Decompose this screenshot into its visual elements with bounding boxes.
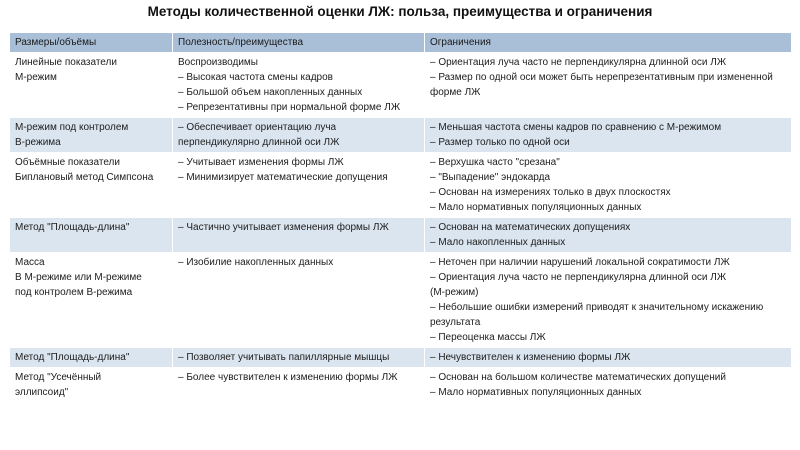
cell-line: – Нечувствителен к изменению формы ЛЖ bbox=[430, 352, 631, 363]
benefits-cell bbox=[173, 118, 425, 153]
cell-line: – Высокая частота смены кадров bbox=[178, 72, 333, 83]
table-row bbox=[10, 118, 792, 153]
cell-line: – Мало накопленных данных bbox=[430, 237, 566, 248]
cell-line: Линейные показатели bbox=[15, 57, 117, 68]
cell-line: (М-режим) bbox=[430, 287, 479, 298]
table-row bbox=[10, 153, 792, 218]
table-body bbox=[10, 53, 792, 403]
methods-table bbox=[9, 32, 792, 403]
limits-cell bbox=[425, 218, 792, 253]
page-title: Методы количественной оценки ЛЖ: польза, преимущества и ограничения bbox=[147, 4, 653, 19]
cell-line: – Обеспечивает ориентацию луча bbox=[178, 122, 337, 133]
cell-line: Метод "Площадь-длина" bbox=[15, 222, 130, 233]
cell-line: В-режима bbox=[15, 137, 61, 148]
benefits-cell bbox=[173, 53, 425, 118]
cell-line: – Частично учитывает изменения формы ЛЖ bbox=[178, 222, 389, 233]
cell-line: – Неточен при наличии нарушений локальной сократимости ЛЖ bbox=[430, 257, 730, 268]
method-cell bbox=[10, 153, 173, 218]
cell-line: – Основан на математических допущениях bbox=[430, 222, 631, 233]
cell-line: М-режим под контролем bbox=[15, 122, 129, 133]
cell-line: – Мало нормативных популяционных данных bbox=[430, 387, 642, 398]
cell-line: – Верхушка часто "срезана" bbox=[430, 157, 560, 168]
cell-line: – Переоценка массы ЛЖ bbox=[430, 332, 546, 343]
method-cell bbox=[10, 53, 173, 118]
cell-line: перпендикулярно длинной оси ЛЖ bbox=[178, 137, 340, 148]
cell-line: В М-режиме или М-режиме bbox=[15, 272, 142, 283]
cell-line: Метод "Усечённый bbox=[15, 372, 102, 383]
method-cell bbox=[10, 253, 173, 348]
cell-line: – Позволяет учитывать папиллярные мышцы bbox=[178, 352, 390, 363]
method-cell bbox=[10, 218, 173, 253]
cell-line: – Минимизирует математические допущения bbox=[178, 172, 388, 183]
cell-line: Воспроизводимы bbox=[178, 57, 258, 68]
table-row bbox=[10, 253, 792, 348]
cell-line: – Учитывает изменения формы ЛЖ bbox=[178, 157, 344, 168]
header-limits: Ограничения bbox=[425, 33, 792, 53]
cell-line: форме ЛЖ bbox=[430, 87, 481, 98]
header-sizes: Размеры/объёмы bbox=[10, 33, 173, 53]
cell-line: – Более чувствителен к изменению формы ЛЖ bbox=[178, 372, 398, 383]
cell-line: – Небольшие ошибки измерений приводят к значительному искажению bbox=[430, 302, 764, 313]
cell-line: – Большой объем накопленных данных bbox=[178, 87, 363, 98]
cell-line: Биплановый метод Симпсона bbox=[15, 172, 154, 183]
cell-line: – Меньшая частота смены кадров по сравнению с М-режимом bbox=[430, 122, 722, 133]
cell-line: эллипсоид" bbox=[15, 387, 69, 398]
table-header-row bbox=[10, 33, 792, 53]
cell-line: М-режим bbox=[15, 72, 57, 83]
benefits-cell bbox=[173, 348, 425, 368]
method-cell bbox=[10, 118, 173, 153]
table-row bbox=[10, 218, 792, 253]
benefits-cell bbox=[173, 368, 425, 403]
benefits-cell bbox=[173, 153, 425, 218]
benefits-cell bbox=[173, 218, 425, 253]
cell-line: – "Выпадение" эндокарда bbox=[430, 172, 551, 183]
cell-line: – Размер по одной оси может быть нерепрезентативным при измененной bbox=[430, 72, 773, 83]
cell-line: Объёмные показатели bbox=[15, 157, 120, 168]
cell-line: – Размер только по одной оси bbox=[430, 137, 570, 148]
cell-line: результата bbox=[430, 317, 481, 328]
table-row bbox=[10, 368, 792, 403]
limits-cell bbox=[425, 153, 792, 218]
cell-line: под контролем В-режима bbox=[15, 287, 133, 298]
cell-line: – Репрезентативны при нормальной форме ЛЖ bbox=[178, 102, 401, 113]
method-cell bbox=[10, 348, 173, 368]
cell-line: – Изобилие накопленных данных bbox=[178, 257, 334, 268]
cell-line: Масса bbox=[15, 257, 45, 268]
cell-line: – Основан на большом количестве математических допущений bbox=[430, 372, 726, 383]
header-benefits: Полезность/преимущества bbox=[173, 33, 425, 53]
table-row bbox=[10, 348, 792, 368]
limits-cell bbox=[425, 53, 792, 118]
cell-line: – Основан на измерениях только в двух плоскостях bbox=[430, 187, 671, 198]
method-cell bbox=[10, 368, 173, 403]
limits-cell bbox=[425, 118, 792, 153]
cell-line: – Мало нормативных популяционных данных bbox=[430, 202, 642, 213]
cell-line: – Ориентация луча часто не перпендикулярна длинной оси ЛЖ bbox=[430, 57, 727, 68]
cell-line: – Ориентация луча часто не перпендикулярна длинной оси ЛЖ bbox=[430, 272, 727, 283]
cell-line: Метод "Площадь-длина" bbox=[15, 352, 130, 363]
limits-cell bbox=[425, 253, 792, 348]
limits-cell bbox=[425, 348, 792, 368]
table-row bbox=[10, 53, 792, 118]
benefits-cell bbox=[173, 253, 425, 348]
limits-cell bbox=[425, 368, 792, 403]
